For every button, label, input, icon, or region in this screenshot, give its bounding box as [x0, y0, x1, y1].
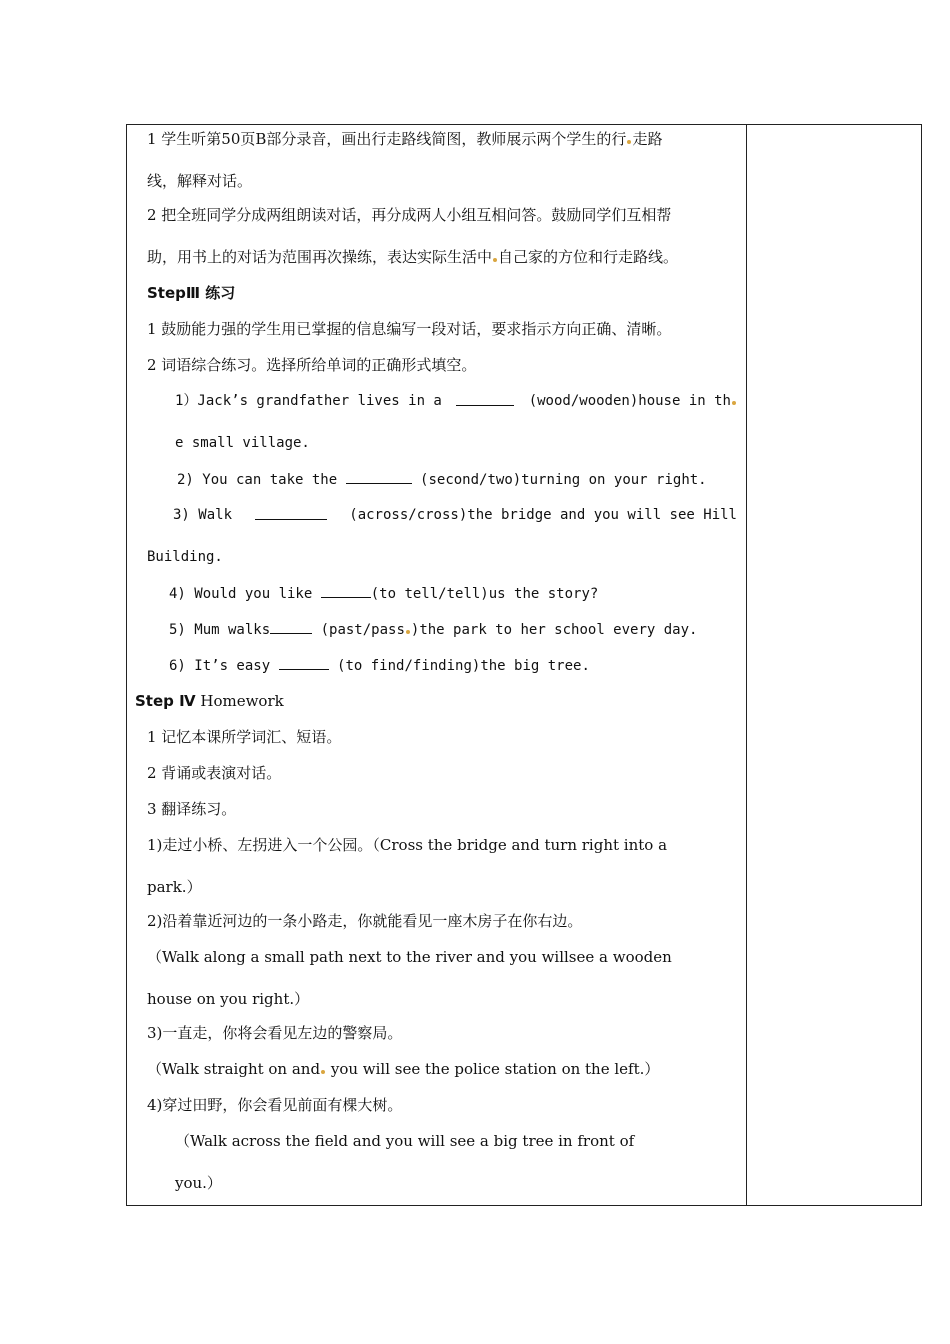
highlight-mark	[406, 630, 410, 634]
exercise-6: 6) It’s easy (to find/finding)the big tree.	[169, 655, 590, 676]
homework-line-1: 1 记忆本课所学词汇、短语。	[147, 728, 342, 746]
translation-3-english: （Walk straight on and you will see the police station on the left.）	[147, 1060, 660, 1078]
highlight-mark	[321, 1070, 325, 1074]
activity-line-4: 助，用书上的对话为范围再次操练，表达实际生活中 自己家的方位和行走路线。	[147, 248, 679, 266]
activity-line-1: 1 学生听第50页B部分录音，画出行走路线简图，教师展示两个学生的行 走路	[147, 130, 663, 148]
step-3-heading: StepⅢ 练习	[147, 284, 236, 302]
translation-2: 2)沿着靠近河边的一条小路走，你就能看见一座木房子在你右边。	[147, 912, 583, 930]
answer-blank-3[interactable]	[255, 505, 327, 520]
exercise-4: 4) Would you like (to tell/tell)us the story?	[169, 583, 598, 604]
answer-blank-6[interactable]	[279, 655, 329, 670]
translation-2-continued: house on you right.）	[147, 990, 310, 1008]
column-divider	[746, 125, 747, 1205]
answer-blank-5[interactable]	[270, 619, 312, 634]
translation-1: 1)走过小桥、左拐进入一个公园。（Cross the bridge and turn right into a	[147, 836, 668, 854]
answer-blank-1[interactable]	[456, 391, 514, 406]
translation-1-continued: park.）	[147, 878, 202, 896]
highlight-mark	[627, 140, 631, 144]
translation-2-english: （Walk along a small path next to the river and you willsee a wooden	[147, 948, 672, 966]
translation-4-english: （Walk across the field and you will see a big tree in front of	[175, 1132, 635, 1150]
highlight-mark	[493, 258, 497, 262]
translation-4-continued: you.）	[175, 1174, 222, 1192]
translation-3: 3)一直走，你将会看见左边的警察局。	[147, 1024, 403, 1042]
exercise-1-continued: e small village.	[175, 435, 310, 451]
practice-line-2: 2 词语综合练习。选择所给单词的正确形式填空。	[147, 356, 477, 374]
activity-line-3: 2 把全班同学分成两组朗读对话，再分成两人小组互相问答。鼓励同学们互相帮	[147, 206, 672, 224]
exercise-1: 1）Jack’s grandfather lives in a (wood/wooden)house in th	[175, 391, 737, 411]
practice-line-1: 1 鼓励能力强的学生用已掌握的信息编写一段对话，要求指示方向正确、清晰。	[147, 320, 672, 338]
translation-4: 4)穿过田野，你会看见前面有棵大树。	[147, 1096, 403, 1114]
exercise-3-continued: Building.	[147, 549, 223, 565]
homework-line-3: 3 翻译练习。	[147, 800, 237, 818]
homework-line-2: 2 背诵或表演对话。	[147, 764, 282, 782]
exercise-5: 5) Mum walks (past/pass )the park to her school every day.	[169, 619, 697, 640]
activity-line-2: 线，解释对话。	[147, 172, 253, 190]
exercise-2: 2) You can take the (second/two)turning on your right.	[177, 469, 707, 490]
highlight-mark	[732, 401, 736, 405]
answer-blank-2[interactable]	[346, 469, 412, 484]
step-4-heading: Step Ⅳ Homework	[135, 692, 284, 710]
lesson-table	[126, 124, 922, 1206]
exercise-3: 3) Walk (across/cross)the bridge and you will see Hill	[173, 507, 737, 523]
answer-blank-4[interactable]	[321, 583, 371, 598]
